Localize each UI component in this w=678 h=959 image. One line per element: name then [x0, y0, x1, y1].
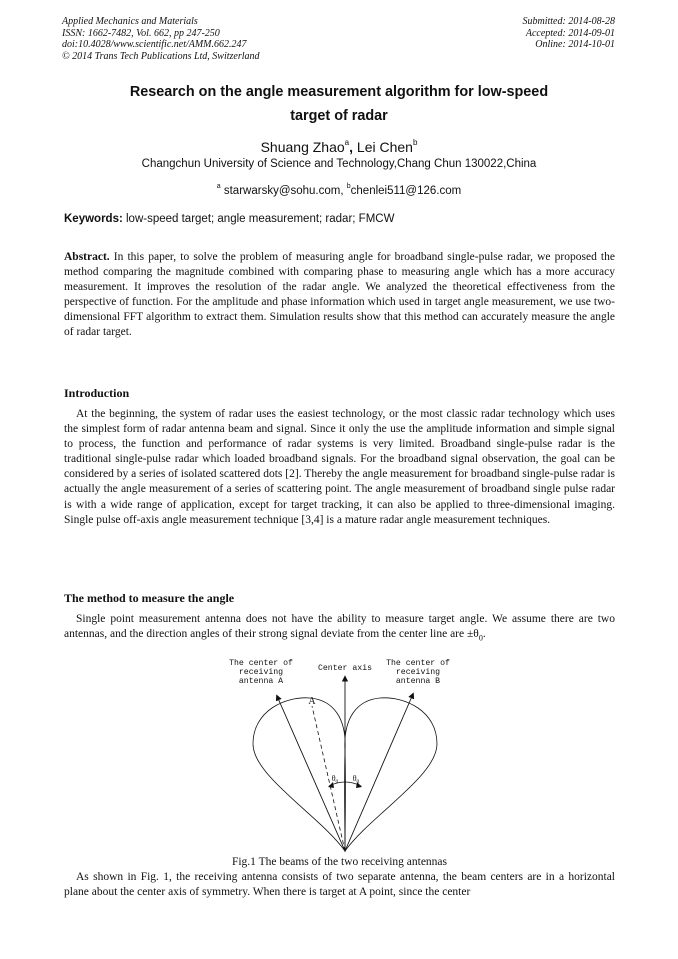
paper-title — [62, 80, 616, 128]
figure-1 — [225, 656, 455, 856]
title-line-1: Research on the angle measurement algorithm for low-speed — [129, 84, 549, 100]
method-paragraph — [64, 612, 615, 645]
method-subscript: 0 — [478, 633, 483, 643]
antenna-b-axis-line — [345, 694, 413, 851]
figure-paragraph: As shown in Fig. 1, the receiving antenna consists of two separate antenna, the beam centers are in a horizontal plane about the center axis of symmetry. When there is target at A point, since the center — [64, 871, 615, 899]
journal-doi: doi:10.4028/www.scientific.net/AMM.662.247 — [62, 39, 247, 50]
intro-heading: Introduction — [64, 386, 130, 400]
journal-info — [62, 16, 260, 62]
method-end: . — [482, 628, 486, 641]
abstract-text: In this paper, to solve the problem of measuring angle for broadband single-pulse radar, we proposed the method comparing the magnitude combined with comparing phase to measuring angle which has a more accuracy measurement. It improves the resolution of the radar angle. We analyzed the theoretical effectiveness from the perspective of function. For the amplitude and phase information which used in target angle measurement, we use two-dimensional FFT algorithm to extract them. Simulation results show that this method can accurately measure the angle of radar target. — [64, 251, 615, 339]
submission-dates — [523, 16, 616, 51]
antenna-beam-diagram — [225, 656, 455, 856]
label-theta-left: $\theta_0$ — [331, 774, 339, 785]
email-a-sup: a — [216, 183, 221, 190]
beam-b-lobe — [345, 698, 437, 851]
affiliation: Changchun University of Science and Technology,Chang Chun 130022,China — [141, 158, 537, 170]
author-separator: , — [349, 139, 354, 155]
method-text: Single point measurement antenna does not have the ability to measure target angle. We assume there are two antennas, and the direction angles of their strong signal deviate from the center line are ±θ — [64, 613, 615, 641]
journal-copyright: © 2014 Trans Tech Publications Ltd, Switzerland — [62, 50, 260, 62]
submitted-date: Submitted: 2014-08-28 — [522, 16, 615, 27]
label-point-a: A — [308, 696, 316, 707]
abstract-label: Abstract. — [64, 251, 110, 263]
journal-issn: ISSN: 1662-7482, Vol. 662, pp 247-250 — [62, 27, 220, 39]
label-center-a-line3: antenna A — [238, 677, 284, 686]
title-line-2: target of radar — [290, 108, 388, 124]
label-theta-right: $\theta_0$ — [352, 774, 360, 785]
author-2: Lei Chen — [353, 139, 413, 155]
author-1: Shuang Zhao — [260, 139, 345, 155]
label-center-axis: Center axis — [317, 664, 373, 673]
accepted-date: Accepted: 2014-09-01 — [525, 27, 615, 39]
author-1-sup: a — [344, 138, 350, 147]
keywords — [64, 212, 616, 227]
label-center-a-line1: The center of — [229, 659, 293, 668]
email-b: chenlei511@126.com — [350, 185, 462, 197]
intro-paragraph: At the beginning, the system of radar uses the easiest technology, or the most classic radar technology which uses the simplest form of radar antenna beam and signal. Since it only the use the amplitude information and simple signal to process, the function and performance of radar systems is very limited. Broadband single-pulse radar is the traditional single-pulse radar which loaded broadband signals. For the broadband signal observation, the goal can be considered by a series of isolated scattered dots [2]. Thereby the angle measurement for broadband single-pulse radar is actually the angle measurement of a series of scattering point. The angle measurement of broadband single pulse radar is with a wide range of application, except for target tracking, it can also be applied to three-dimensional imaging. Single pulse off-axis angle measurement technique [3,4] is a mature radar angle measurement techniques. — [64, 408, 615, 526]
target-direction-line — [312, 706, 345, 851]
keywords-label: Keywords: — [64, 213, 123, 225]
label-center-b-line3: antenna B — [395, 677, 441, 686]
label-center-b-line1: The center of — [386, 659, 450, 668]
figure-caption: Fig.1 The beams of the two receiving antennas — [231, 856, 448, 868]
online-date: Online: 2014-10-01 — [535, 39, 615, 50]
authors — [62, 134, 616, 156]
label-center-b-line2: receiving — [395, 668, 441, 677]
keywords-text: low-speed target; angle measurement; radar; FMCW — [122, 213, 395, 225]
author-2-sup: b — [412, 138, 418, 147]
label-center-a-line2: receiving — [238, 668, 284, 677]
journal-name: Applied Mechanics and Materials — [62, 16, 198, 27]
email-b-sup: b — [346, 183, 351, 190]
email-a: starwarsky@sohu.com, — [220, 185, 347, 197]
author-emails — [62, 179, 616, 199]
method-heading: The method to measure the angle — [64, 591, 235, 605]
abstract — [64, 250, 615, 341]
